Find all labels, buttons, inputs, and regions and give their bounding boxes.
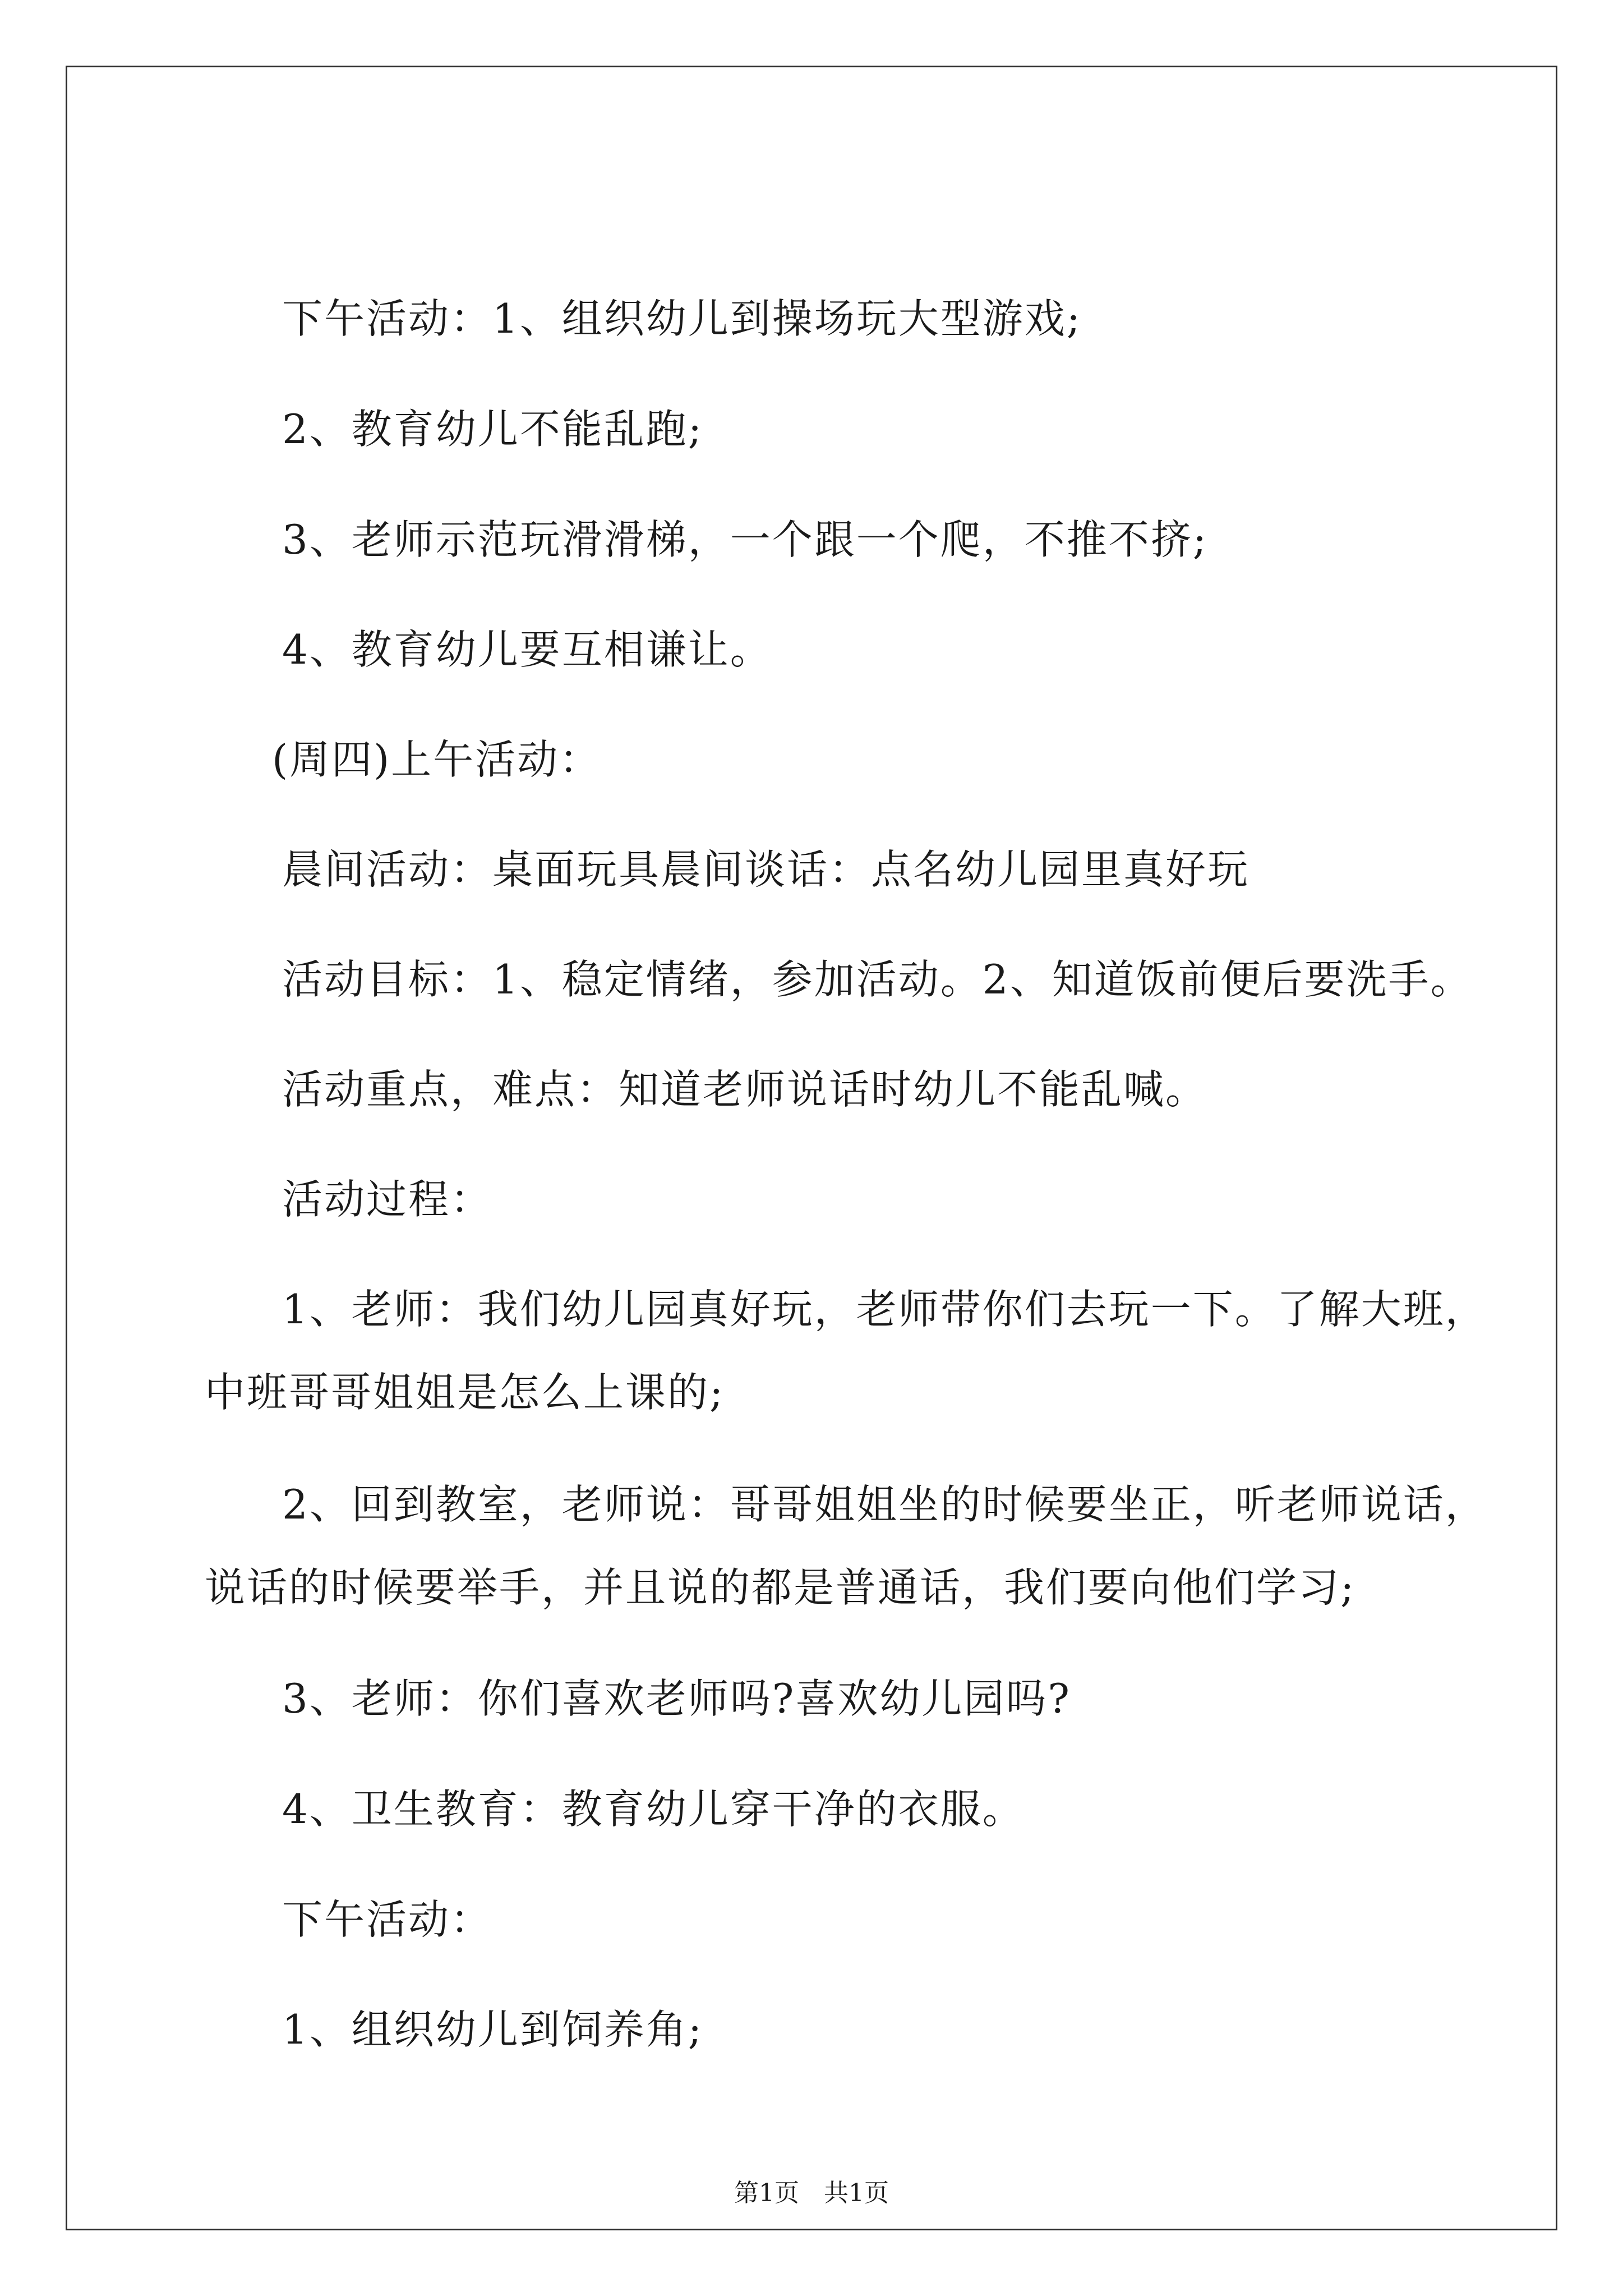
paragraph-item-2: 2、教育幼儿不能乱跑;	[282, 406, 704, 453]
document-body	[67, 67, 1556, 2229]
paragraph-afternoon-activity: 下午活动：1、组织幼儿到操场玩大型游戏;	[282, 295, 1082, 342]
page-frame	[66, 66, 1557, 2230]
paragraph-process-step-2: 2、回到教室，老师说：哥哥姐姐坐的时候要坐正，听老师说话，	[282, 1481, 1487, 1528]
paragraph-afternoon-activity-2: 下午活动：	[282, 1896, 493, 1943]
paragraph-activity-focus: 活动重点，难点：知道老师说话时幼儿不能乱喊。	[282, 1066, 1208, 1113]
paragraph-item-4: 4、教育幼儿要互相谦让。	[282, 626, 772, 673]
paragraph-process-step-1: 1、老师：我们幼儿园真好玩，老师带你们去玩一下。了解大班，	[282, 1286, 1487, 1333]
paragraph-process-step-1-cont: 中班哥哥姐姐是怎么上课的;	[205, 1369, 725, 1416]
paragraph-process-step-2-cont: 说话的时候要举手，并且说的都是普通话，我们要向他们学习;	[205, 1564, 1356, 1611]
paragraph-afternoon-step-1: 1、组织幼儿到饲养角;	[282, 2006, 704, 2053]
paragraph-morning-activity: 晨间活动：桌面玩具晨间谈话：点名幼儿园里真好玩	[282, 846, 1250, 893]
paragraph-activity-process: 活动过程：	[282, 1176, 493, 1223]
paragraph-item-3: 3、老师示范玩滑滑梯，一个跟一个爬，不推不挤;	[282, 516, 1209, 563]
page-footer: 第1页 共1页	[734, 2179, 889, 2207]
paragraph-process-step-4: 4、卫生教育：教育幼儿穿干净的衣服。	[282, 1786, 1025, 1833]
paragraph-activity-goals: 活动目标：1、稳定情绪，参加活动。2、知道饭前便后要洗手。	[282, 956, 1473, 1003]
paragraph-process-step-3: 3、老师：你们喜欢老师吗?喜欢幼儿园吗?	[282, 1675, 1072, 1722]
paragraph-thursday-morning: (周四)上午活动：	[272, 736, 602, 783]
